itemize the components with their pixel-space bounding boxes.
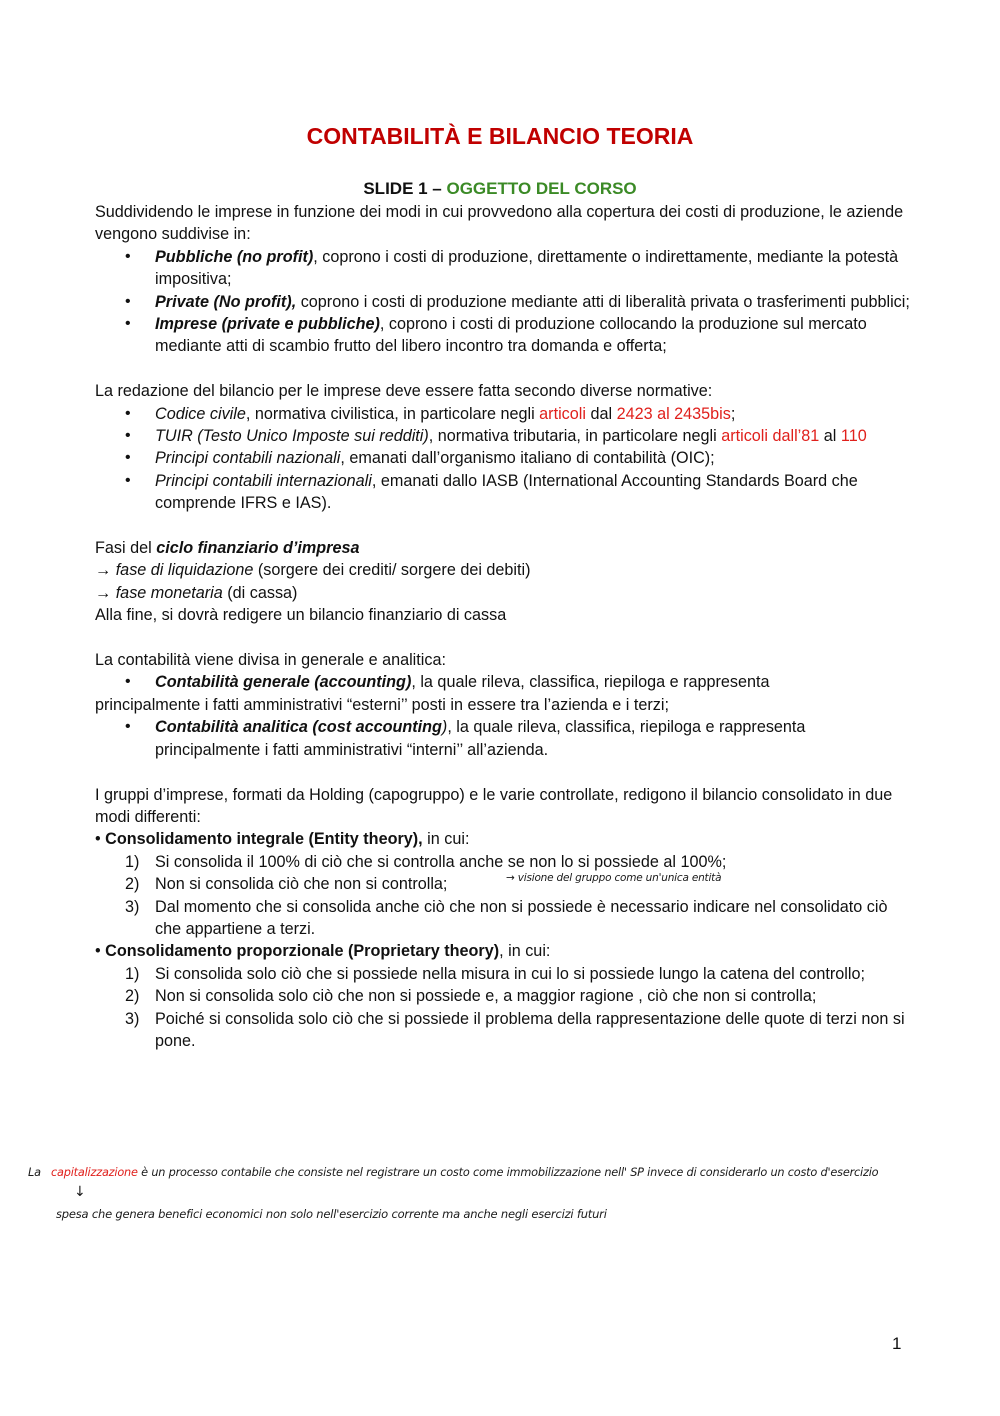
list-item: • Contabilità generale (accounting), la quale rileva, classifica, riepiloga e rappresenta [95,671,915,693]
list-item: 1) Si consolida il 100% di ciò che si controlla anche se non lo si possiede al 100%; [125,852,727,871]
contabilita-list [95,671,915,693]
ciclo-heading: Fasi del ciclo finanziario d’impresa [95,539,360,558]
proporzionale-heading: • Consolidamento proporzionale (Proprietary theory), in cui: [95,942,551,961]
gruppi-intro: I gruppi d’imprese, formati da Holding (capogruppo) e le varie controllate, redigono il bilancio consolidato in due modi differenti: [95,785,893,826]
arrow-right-icon: → [95,583,112,602]
ciclo-conclusion: Alla fine, si dovrà redigere un bilancio finanziario di cassa [95,606,507,625]
handwritten-spesa-note: spesa che genera benefici economici non solo nell'esercizio corrente ma anche negli esercizi futuri [56,1207,607,1221]
proporzionale-list [95,963,915,1053]
list-item: • Codice civile, normativa civilistica, in particolare negli articoli dal 2423 al 2435bis; [95,403,915,425]
fase-monetaria: → fase monetaria (di cassa) [95,583,298,602]
list-item: • Pubbliche (no profit), coprono i costi di produzione, direttamente o indirettamente, mediante la potestà impositiva; [95,246,915,291]
list-item: 2) Non si consolida ciò che non si controlla; [125,875,448,894]
handwritten-capitalizzazione-note: La capitalizzazione è un processo contabile che consiste nel registrare un costo come immobilizzazione nell' SP invece di considerarlo un costo d'esercizio [28,1166,879,1179]
list-item: 3) Dal momento che si consolida anche ciò che non si possiede è necessario indicare nel consolidato ciò che appartiene a terzi. [125,897,888,938]
section-heading-highlight: OGGETTO DEL CORSO [446,179,637,198]
contabilita-generale-continuation: principalmente i fatti amministrativi “esterni’’ posti in essere tra l’azienda e i terzi; [95,695,669,714]
document-body [95,201,915,1052]
normative-intro: La redazione del bilancio per le imprese deve essere fatta secondo diverse normative: [95,382,713,401]
contabilita-intro: La contabilità viene divisa in generale e analitica: [95,651,446,670]
integrale-heading: • Consolidamento integrale (Entity theory), in cui: [95,830,470,849]
normative-list [95,403,915,515]
contabilita-list-2 [95,716,915,761]
arrow-right-icon: → [95,561,112,580]
arrow-down-icon: ↓ [74,1184,86,1200]
handwritten-entity-note: → visione del gruppo come un'unica entità [506,872,722,884]
list-item: 3) Poiché si consolida solo ciò che si possiede il problema della rappresentazione delle quote di terzi non si pone. [125,1009,905,1050]
list-item: 2) Non si consolida solo ciò che non si possiede e, a maggior ragione , ciò che non si controlla; [125,987,817,1006]
list-item: 1) Si consolida solo ciò che si possiede nella misura in cui lo si possiede lungo la catena del controllo; [125,964,865,983]
section-heading [0,177,1000,201]
page-number: 1 [892,1334,902,1353]
page-title: CONTABILITÀ E BILANCIO TEORIA [306,123,694,149]
section-heading-prefix: SLIDE 1 – [363,179,447,198]
list-item: • TUIR (Testo Unico Imposte sui redditi), normativa tributaria, in particolare negli articoli dall’81 al 110 [95,425,915,447]
integrale-list [95,851,915,941]
list-item: • Private (No profit), coprono i costi di produzione mediante atti di liberalità privata o trasferimenti pubblici; [95,291,915,313]
list-item: • Principi contabili nazionali, emanati dall’organismo italiano di contabilità (OIC); [95,447,915,469]
intro-paragraph: Suddividendo le imprese in funzione dei modi in cui provvedono alla copertura dei costi di produzione, le aziende vengono suddivise in: [95,203,904,244]
list-item: • Principi contabili internazionali, emanati dallo IASB (International Accounting Standards Board che comprende IFRS e IAS). [95,470,915,515]
list-item: • Imprese (private e pubbliche), coprono i costi di produzione collocando la produzione sul mercato mediante atti di scambio frutto del libero incontro tra domanda e offerta; [95,313,915,358]
list-item: • Contabilità analitica (cost accounting), la quale rileva, classifica, riepiloga e rappresenta principalmente i fatti amministrativi “interni’’ all’azienda. [95,716,915,761]
imprese-list [95,246,915,358]
fase-liquidazione: → fase di liquidazione (sorgere dei crediti/ sorgere dei debiti) [95,561,531,580]
